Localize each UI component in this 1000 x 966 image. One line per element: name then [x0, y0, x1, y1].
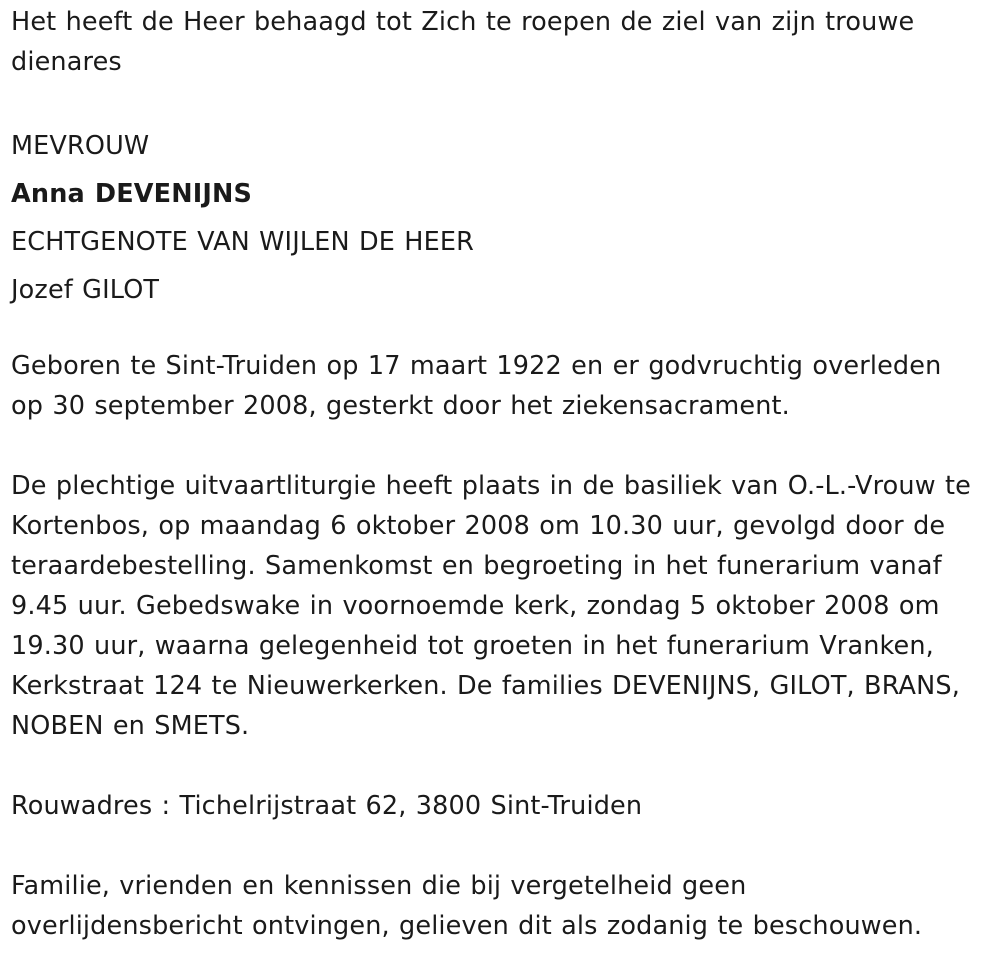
funeral-line: teraardebestelling. Samenkomst en begroeting in het funerarium vanaf	[11, 551, 942, 581]
closing-line: Familie, vrienden en kennissen die bij vergetelheid geen	[11, 871, 747, 901]
birth-death-line: op 30 september 2008, gesterkt door het ziekensacrament.	[11, 391, 790, 421]
funeral-line: De plechtige uitvaartliturgie heeft plaats in de basiliek van O.-L.-Vrouw te	[11, 471, 971, 501]
deceased-name: Anna DEVENIJNS	[11, 179, 252, 209]
funeral-line: 9.45 uur. Gebedswake in voornoemde kerk, zondag 5 oktober 2008 om	[11, 591, 940, 621]
spacer	[11, 426, 996, 466]
closing-paragraph	[11, 866, 996, 946]
funeral-line: Kortenbos, op maandag 6 oktober 2008 om 10.30 uur, gevolgd door de	[11, 511, 946, 541]
funeral-line: NOBEN en SMETS.	[11, 711, 250, 741]
relation-line: ECHTGENOTE VAN WIJLEN DE HEER	[11, 227, 474, 257]
birth-death-line: Geboren te Sint-Truiden op 17 maart 1922 en er godvruchtig overleden	[11, 351, 942, 381]
spacer	[11, 314, 996, 346]
deceased-block	[11, 122, 996, 314]
address-paragraph	[11, 786, 996, 826]
funeral-line: 19.30 uur, waarna gelegenheid tot groeten in het funerarium Vranken,	[11, 631, 934, 661]
obituary-notice	[11, 2, 996, 946]
intro-paragraph	[11, 2, 996, 82]
mourning-address: Rouwadres : Tichelrijstraat 62, 3800 Sint-Truiden	[11, 791, 643, 821]
spacer	[11, 826, 996, 866]
intro-line: Het heeft de Heer behaagd tot Zich te roepen de ziel van zijn trouwe	[11, 7, 915, 37]
intro-line: dienares	[11, 47, 122, 77]
funeral-line: Kerkstraat 124 te Nieuwerkerken. De families DEVENIJNS, GILOT, BRANS,	[11, 671, 960, 701]
birth-death-paragraph	[11, 346, 996, 426]
spacer	[11, 746, 996, 786]
funeral-paragraph	[11, 466, 996, 746]
closing-line: overlijdensbericht ontvingen, gelieven dit als zodanig te beschouwen.	[11, 911, 923, 941]
spacer	[11, 82, 996, 122]
spouse-name: Jozef GILOT	[11, 275, 160, 305]
honorific-title: MEVROUW	[11, 131, 150, 161]
